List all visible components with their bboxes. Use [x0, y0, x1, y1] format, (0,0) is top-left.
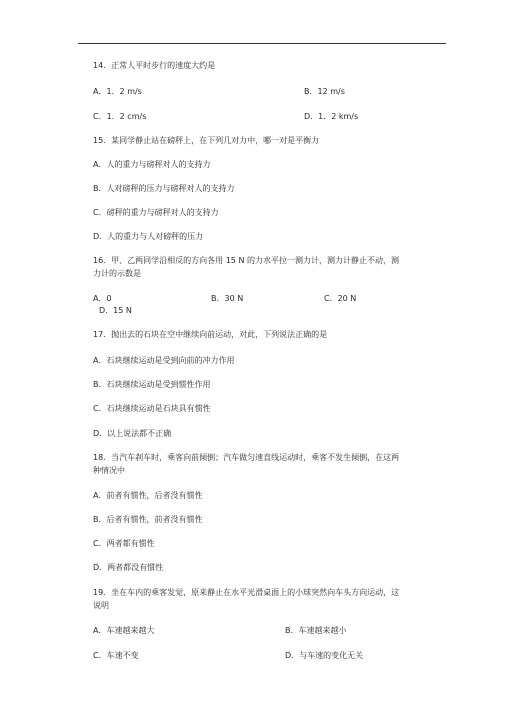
q18-option-d: D．两者都没有惯性 — [93, 563, 164, 572]
q15-option-c: C．磅秤的重力与磅秤对人的支持力 — [93, 208, 219, 217]
q19-option-c: C．车速不变 — [93, 651, 139, 660]
q14-option-c: C．1．2 cm/s — [93, 112, 147, 121]
top-rule — [78, 43, 446, 44]
q15-option-b: B．人对磅秤的压力与磅秤对人的支持力 — [93, 184, 235, 193]
q18-option-b: B．后者有惯性，前者没有惯性 — [93, 515, 203, 524]
q18-option-c: C．两者都有惯性 — [93, 539, 155, 548]
q18-option-a: A．前者有惯性，后者没有惯性 — [93, 491, 203, 500]
question-17-stem: 17．抛出去的石块在空中继续向前运动，对此，下列说法正确的是 — [93, 330, 328, 339]
question-18-stem: 18．当汽车刹车时，乘客向前倾倒；汽车做匀速直线运动时，乘客不发生倾倒，在这两 — [93, 453, 400, 462]
question-15-stem: 15．某同学静止站在磅秤上，在下列几对力中，哪一对是平衡力 — [93, 136, 320, 145]
q16-option-c: C．20 N — [324, 294, 357, 303]
q14-option-b: B．12 m/s — [304, 87, 345, 96]
q19-option-b: B．车速越来越小 — [285, 626, 347, 635]
question-18-stem-cont: 种情况中 — [93, 466, 125, 475]
question-16-stem-cont: 力计的示数是 — [93, 269, 141, 278]
q17-option-b: B．石块继续运动是受到惯性作用 — [93, 380, 211, 389]
question-16-stem: 16．甲、乙两同学沿相反的方向各用 15 N 的力水平拉一测力计，测力计静止不动，测 — [93, 256, 399, 265]
q16-option-b: B．30 N — [211, 294, 244, 303]
q17-option-c: C．石块继续运动是石块具有惯性 — [93, 404, 211, 413]
q19-option-a: A．车速越来越大 — [93, 626, 155, 635]
q16-option-a: A．0 — [93, 294, 112, 303]
q14-option-d: D．1．2 km/s — [304, 112, 359, 121]
q15-option-a: A．人的重力与磅秤对人的支持力 — [93, 160, 211, 169]
question-19-stem: 19．坐在车内的乘客发觉，原来静止在水平光滑桌面上的小球突然向车头方向运动，这 — [93, 588, 400, 597]
q17-option-d: D．以上说法都不正确 — [93, 429, 172, 438]
q14-option-a: A．1．2 m/s — [93, 87, 142, 96]
q16-option-d: D．15 N — [99, 306, 132, 315]
q17-option-a: A．石块继续运动是受到向前的冲力作用 — [93, 356, 235, 365]
question-19-stem-cont: 说明 — [93, 601, 109, 610]
question-14-stem: 14．正常人平时步行的速度大约是 — [93, 61, 216, 70]
q15-option-d: D．人的重力与人对磅秤的压力 — [93, 232, 204, 241]
q19-option-d: D．与车速的变化无关 — [285, 651, 364, 660]
